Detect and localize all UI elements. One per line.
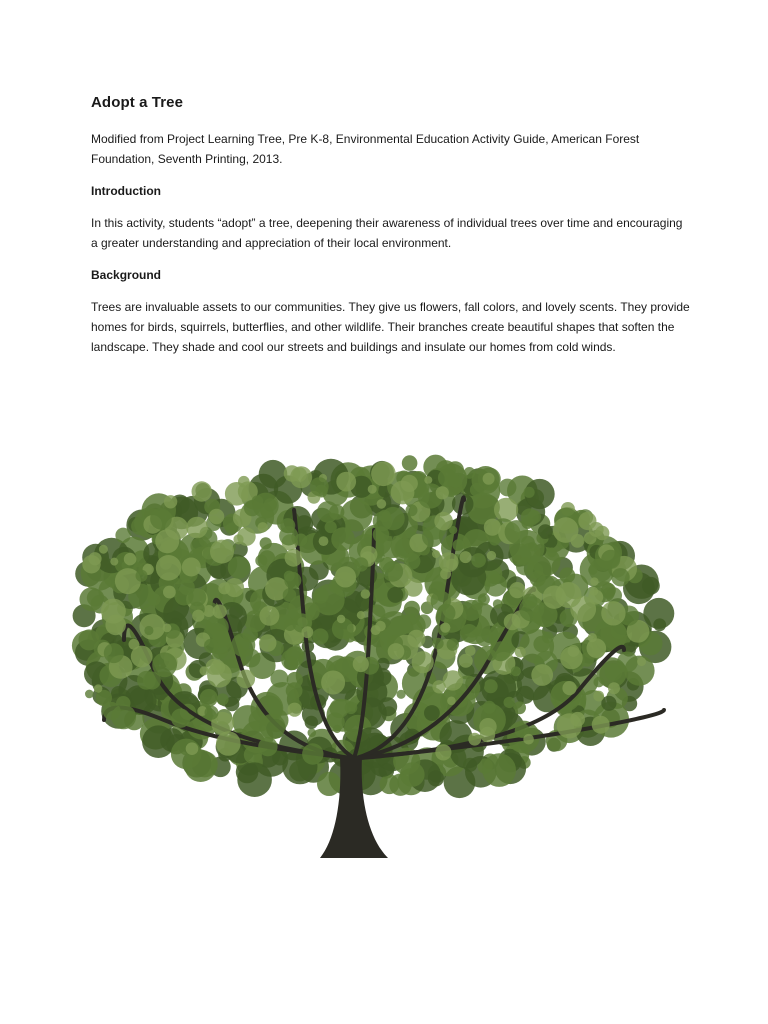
leaf-cluster xyxy=(368,485,377,494)
leaf-cluster xyxy=(404,601,420,617)
leaf-cluster xyxy=(210,540,234,564)
leaf-cluster xyxy=(483,701,496,714)
leaf-cluster xyxy=(483,473,495,485)
leaf-cluster xyxy=(601,550,620,569)
leaf-cluster xyxy=(611,624,627,640)
leaf-cluster xyxy=(317,501,339,523)
source-citation: Modified from Project Learning Tree, Pre K-8, Environmental Education Activity Guide, American Forest Foundation, Seventh Printing, 2013. xyxy=(91,132,640,166)
leaf-cluster xyxy=(447,697,456,706)
leaf-cluster xyxy=(155,529,179,553)
leaf-cluster xyxy=(182,558,201,577)
leaf-cluster xyxy=(578,512,596,530)
leaf-cluster xyxy=(186,517,208,539)
leaf-cluster xyxy=(111,705,136,730)
leaf-cluster xyxy=(164,495,177,508)
leaf-cluster xyxy=(361,589,371,599)
leaf-cluster xyxy=(258,522,268,532)
tree-illustration xyxy=(64,440,704,870)
leaf-cluster xyxy=(491,641,511,661)
leaf-cluster xyxy=(480,727,495,742)
leaf-cluster xyxy=(139,614,165,640)
leaf-cluster xyxy=(371,625,381,635)
leaf-cluster xyxy=(337,615,345,623)
leaf-cluster xyxy=(476,629,494,647)
leaf-cluster xyxy=(505,520,529,544)
leaf-cluster xyxy=(588,633,597,642)
leaf-cluster xyxy=(584,532,597,545)
leaf-cluster xyxy=(281,649,302,670)
leaf-cluster xyxy=(308,728,317,737)
leaf-cluster xyxy=(617,652,638,673)
leaf-cluster xyxy=(608,682,620,694)
leaf-cluster xyxy=(319,536,329,546)
leaf-cluster xyxy=(259,606,279,626)
leaf-cluster xyxy=(325,521,337,533)
leaf-cluster xyxy=(547,547,557,557)
leaf-cluster xyxy=(217,693,229,705)
leaf-cluster xyxy=(593,691,604,702)
leaf-cluster xyxy=(205,706,219,720)
leaf-cluster xyxy=(438,469,457,488)
leaf-cluster xyxy=(447,638,459,650)
leaf-cluster xyxy=(560,647,583,670)
leaf-cluster xyxy=(553,517,579,543)
leaf-cluster xyxy=(99,545,108,554)
leaf-cluster xyxy=(378,510,391,523)
leaf-cluster xyxy=(511,666,521,676)
leaf-cluster xyxy=(335,566,356,587)
leaf-cluster xyxy=(80,587,104,611)
leaf-cluster xyxy=(354,557,368,571)
leaf-cluster xyxy=(487,551,496,560)
leaf-cluster xyxy=(313,588,329,604)
leaf-cluster xyxy=(284,572,301,589)
leaf-cluster xyxy=(242,627,258,643)
leaf-cluster xyxy=(402,455,418,471)
leaf-cluster xyxy=(192,610,204,622)
leaf-cluster xyxy=(163,586,176,599)
leaf-cluster xyxy=(136,570,148,582)
leaf-cluster xyxy=(493,599,503,609)
leaf-cluster xyxy=(387,587,403,603)
leaf-cluster xyxy=(601,601,625,625)
leaf-cluster xyxy=(144,626,153,635)
leaf-cluster xyxy=(424,476,432,484)
leaf-cluster xyxy=(523,734,534,745)
leaf-cluster xyxy=(432,680,445,693)
leaf-cluster xyxy=(589,587,598,596)
leaf-cluster xyxy=(524,487,535,498)
leaf-cluster xyxy=(461,600,482,621)
leaf-cluster xyxy=(587,638,607,658)
leaf-cluster xyxy=(478,595,486,603)
leaf-cluster xyxy=(283,588,297,602)
leaf-cluster xyxy=(204,639,218,653)
leaf-cluster xyxy=(532,615,541,624)
leaf-cluster xyxy=(509,582,525,598)
leaf-cluster xyxy=(200,666,209,675)
leaf-cluster xyxy=(163,624,172,633)
leaf-cluster xyxy=(333,725,341,733)
leaf-cluster xyxy=(406,504,418,516)
leaf-cluster xyxy=(482,753,516,787)
leaf-cluster xyxy=(468,733,481,746)
section-body-background: Trees are invaluable assets to our communities. They give us flowers, fall colors, and lovely scents. They provide homes for birds, squirrels, butterflies, and other wildlife. Their branches create beautiful shapes that soften the landscape. They shade and cool our streets and buildings and insulate our homes from cold winds. xyxy=(91,300,690,354)
leaf-cluster xyxy=(192,481,212,501)
leaf-cluster xyxy=(242,649,261,668)
leaf-cluster xyxy=(432,638,443,649)
leaf-cluster xyxy=(284,619,296,631)
leaf-cluster xyxy=(200,689,218,707)
leaf-cluster xyxy=(110,558,118,566)
leaf-cluster xyxy=(590,577,598,585)
leaf-cluster xyxy=(213,604,227,618)
leaf-cluster xyxy=(424,705,440,721)
leaf-cluster xyxy=(592,716,610,734)
leaf-cluster xyxy=(270,670,288,688)
leaf-cluster xyxy=(432,550,440,558)
leaf-cluster xyxy=(124,553,137,566)
leaf-cluster xyxy=(562,681,576,695)
leaf-cluster xyxy=(312,628,328,644)
leaf-cluster xyxy=(434,512,453,531)
leaf-cluster xyxy=(464,467,476,479)
document-title: Adopt a Tree xyxy=(91,94,184,111)
leaf-cluster xyxy=(431,591,451,611)
leaf-cluster xyxy=(156,555,182,581)
leaf-cluster xyxy=(459,654,473,668)
leaf-cluster xyxy=(611,568,629,586)
leaf-cluster xyxy=(171,739,202,770)
leaf-cluster xyxy=(345,702,358,715)
leaf-cluster xyxy=(104,643,124,663)
leaf-cluster xyxy=(460,624,479,643)
leaf-cluster xyxy=(288,703,302,717)
leaf-cluster xyxy=(391,481,415,505)
leaf-cluster xyxy=(460,551,472,563)
leaf-cluster xyxy=(436,486,449,499)
leaf-cluster xyxy=(382,561,403,582)
leaf-cluster xyxy=(101,599,126,624)
leaf-cluster xyxy=(305,716,318,729)
leaf-cluster xyxy=(85,690,94,699)
leaf-cluster xyxy=(152,652,177,677)
leaf-cluster xyxy=(258,737,277,756)
section-heading-introduction: Introduction xyxy=(91,184,161,198)
leaf-cluster xyxy=(407,630,425,648)
leaf-cluster xyxy=(82,555,100,573)
leaf-cluster xyxy=(453,539,465,551)
leaf-cluster xyxy=(129,639,140,650)
leaf-cluster xyxy=(542,632,554,644)
leaf-cluster xyxy=(371,462,396,487)
leaf-cluster xyxy=(115,528,130,543)
leaf-cluster xyxy=(595,526,609,540)
leaf-cluster xyxy=(302,626,314,638)
leaf-cluster xyxy=(642,577,660,595)
leaf-cluster xyxy=(373,526,390,543)
leaf-cluster xyxy=(377,499,387,509)
leaf-cluster xyxy=(416,614,431,629)
leaf-cluster xyxy=(397,690,406,699)
leaf-cluster xyxy=(499,479,517,497)
leaf-cluster xyxy=(594,677,605,688)
leaf-cluster xyxy=(302,743,323,764)
leaf-cluster xyxy=(237,670,256,689)
leaf-cluster xyxy=(515,647,526,658)
leaf-cluster xyxy=(357,611,365,619)
leaf-cluster xyxy=(321,671,345,695)
leaf-cluster xyxy=(440,623,450,633)
leaf-cluster xyxy=(280,518,295,533)
leaf-cluster xyxy=(259,634,277,652)
leaf-cluster xyxy=(94,684,102,692)
leaf-cluster xyxy=(284,465,301,482)
leaf-cluster xyxy=(531,664,553,686)
leaf-cluster xyxy=(528,542,537,551)
leaf-cluster xyxy=(285,549,303,567)
leaf-cluster xyxy=(171,709,190,728)
leaf-cluster xyxy=(186,742,199,755)
leaf-cluster xyxy=(556,582,582,608)
leaf-cluster xyxy=(637,657,646,666)
leaf-cluster xyxy=(388,643,405,660)
leaf-cluster xyxy=(484,679,498,693)
leaf-cluster xyxy=(504,697,515,708)
leaf-cluster xyxy=(233,534,243,544)
leaf-cluster xyxy=(255,555,267,567)
leaf-cluster xyxy=(588,565,597,574)
leaf-cluster xyxy=(228,556,251,579)
leaf-cluster xyxy=(216,731,241,756)
leaf-cluster xyxy=(570,712,585,727)
leaf-cluster xyxy=(225,578,244,597)
leaf-cluster xyxy=(237,762,272,797)
leaf-cluster xyxy=(353,656,369,672)
leaf-cluster xyxy=(516,557,534,575)
leaf-cluster xyxy=(260,714,286,740)
document-body xyxy=(91,92,691,369)
leaf-cluster xyxy=(471,553,486,568)
leaf-cluster xyxy=(260,537,272,549)
leaf-cluster xyxy=(150,508,172,530)
leaf-cluster xyxy=(487,571,500,584)
leaf-cluster xyxy=(310,477,329,496)
leaf-cluster xyxy=(317,772,341,796)
leaf-cluster xyxy=(238,476,250,488)
leaf-cluster xyxy=(439,552,459,572)
leaf-cluster xyxy=(336,472,356,492)
leaf-cluster xyxy=(253,493,279,519)
tree-image xyxy=(64,440,704,870)
leaf-cluster xyxy=(435,744,451,760)
section-heading-background: Background xyxy=(91,268,162,282)
leaf-cluster xyxy=(209,509,225,525)
section-body-introduction: In this activity, students “adopt” a tree, deepening their awareness of individual trees over time and encouraging a greater understanding and appreciation of their local environment. xyxy=(91,216,683,250)
leaf-cluster xyxy=(494,498,518,522)
